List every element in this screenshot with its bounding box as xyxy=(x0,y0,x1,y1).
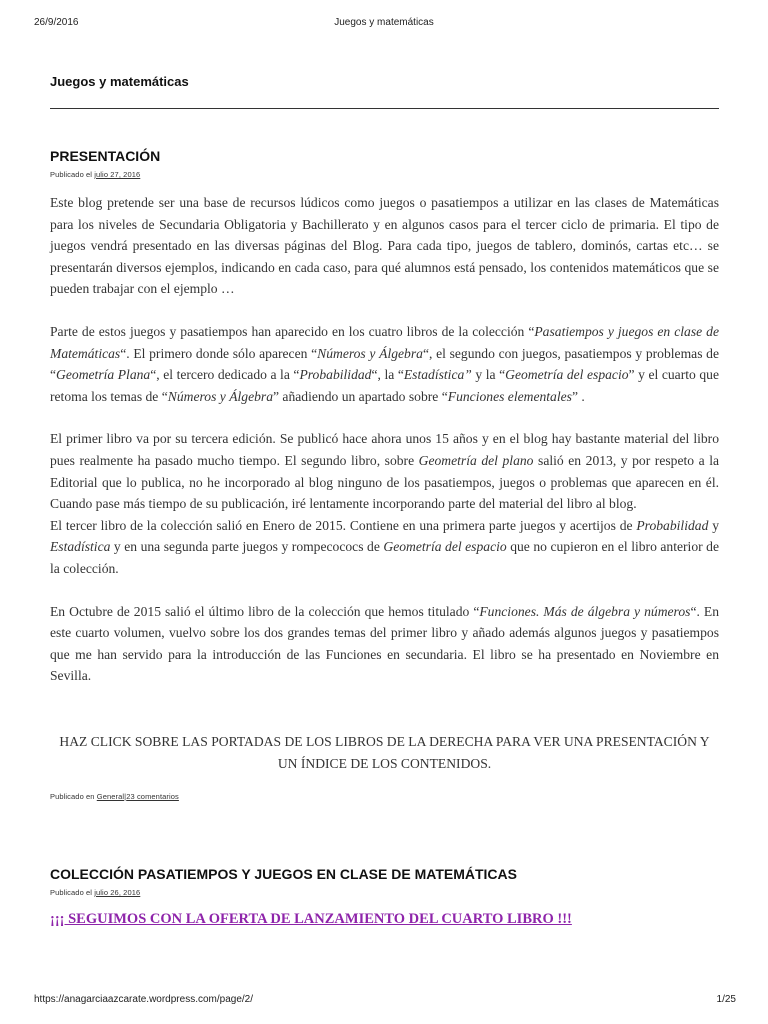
print-url: https://anagarciaazcarate.wordpress.com/page/2/ xyxy=(34,994,254,1005)
print-date: 26/9/2016 xyxy=(34,17,79,28)
book-title-em: Pasatiempos y juegos en clase de Matemáticas xyxy=(50,323,719,361)
text: que no cupieron en el libro anterior de la colección. xyxy=(50,539,719,576)
paragraph-4 xyxy=(50,515,719,580)
text: “, el tercero dedicado a la “ xyxy=(150,367,300,383)
book-title-em: Geometría Plana xyxy=(56,367,151,383)
text: En Octubre de 2015 salió el último libro de la colección que hemos titulado “ xyxy=(50,603,480,619)
print-title: Juegos y matemáticas xyxy=(334,17,434,28)
paragraph-2 xyxy=(50,321,719,407)
callout-text: HAZ CLICK SOBRE LAS PORTADAS DE LOS LIBROS DE LA DERECHA PARA VER UNA PRESENTACIÓN Y UN ÍNDICE DE LOS CONTENIDOS. xyxy=(59,734,710,771)
meta-prefix: Publicado el xyxy=(50,888,93,897)
post-date-link[interactable]: julio 27, 2016 xyxy=(94,170,141,179)
post-date-link[interactable]: julio 26, 2016 xyxy=(94,888,141,897)
text: ” añadiendo un apartado sobre “ xyxy=(273,388,448,404)
book-title-em: Funciones elementales xyxy=(447,388,572,404)
text: ” y el cuarto que retoma los temas de “ xyxy=(50,367,719,404)
text: El primer libro va por su tercera edición. Se publicó hace ahora unos 15 años y en el blog hay bastante material del libro pues realmente ha pasado mucho tiempo. El segundo libro, sobre xyxy=(50,431,719,468)
text: y xyxy=(708,517,719,533)
paragraph-1: Este blog pretende ser una base de recursos lúdicos como juegos o pasatiempos a utilizar en las clases de Matemáticas para los niveles de Secundaria Obligatoria y Bachillerato y en algunos casos para el tercer ciclo de primaria. El tipo de juegos vendrá presentado en las diversas páginas del Blog. Para cada tipo, juegos de tablero, dominós, cartas etc… se presentarán diversos ejemplos, indicando en cada caso, para qué alumnos está pensado, los contenidos matemáticos que se pueden trabajar con el ejemplo … xyxy=(50,195,719,297)
book-title-em: Funciones. Más de álgebra y números xyxy=(479,603,691,619)
category-link-general[interactable]: General xyxy=(96,792,125,801)
offer-link[interactable]: ¡¡¡ SEGUIMOS CON LA OFERTA DE LANZAMIENTO DEL CUARTO LIBRO !!! xyxy=(50,911,572,927)
text: salió en 2013, y por respeto a la Editorial que lo publica, no he incorporado al blog ninguno de los pasatiempos, juegos o problemas que aparecen en él. Cuando pase más tiempo de su publicación, iré lentamente incorporando parte del material del libro al blog. xyxy=(50,452,720,512)
paragraph-5 xyxy=(50,601,719,687)
book-title-em: Geometría del espacio xyxy=(383,539,507,555)
text: y la “ xyxy=(471,367,506,383)
post-title-presentacion[interactable]: PRESENTACIÓN xyxy=(50,148,161,164)
comments-link[interactable]: 23 comentarios xyxy=(126,792,179,801)
book-title-em: Geometría del espacio xyxy=(505,367,629,383)
text: “. En este cuarto volumen, vuelvo sobre los dos grandes temas del primer libro y añado además algunos juegos y pasatiempos que me han servido para la introducción de las Funciones en secundaria. El libro se ha presentado en Noviembre en Sevilla. xyxy=(50,603,719,684)
footer-prefix: Publicado en xyxy=(50,792,95,801)
text: y en una segunda parte juegos y rompecococs de xyxy=(110,539,384,555)
post-meta xyxy=(50,888,140,897)
post-title-coleccion[interactable]: COLECCIÓN PASATIEMPOS Y JUEGOS EN CLASE DE MATEMÁTICAS xyxy=(50,866,517,882)
header-divider xyxy=(50,108,719,109)
paragraph-3 xyxy=(50,428,719,514)
post-body xyxy=(50,192,719,708)
post-meta xyxy=(50,170,140,179)
text: El tercer libro de la colección salió en Enero de 2015. Contiene en una primera parte juegos y acertijos de xyxy=(50,517,637,533)
book-title-em: Estadística” xyxy=(403,367,472,383)
book-title-em: Números y Álgebra xyxy=(167,388,273,404)
text: ” . xyxy=(571,388,585,404)
book-title-em: Geometría del plano xyxy=(418,452,534,468)
print-page-number: 1/25 xyxy=(716,994,736,1005)
meta-prefix: Publicado el xyxy=(50,170,93,179)
text: Parte de estos juegos y pasatiempos han aparecido en los cuatro libros de la colección “ xyxy=(50,323,535,339)
book-title-em: Probabilidad xyxy=(299,367,372,383)
book-title-em: Estadística xyxy=(50,539,111,555)
site-title[interactable]: Juegos y matemáticas xyxy=(50,74,189,89)
text: “, el segundo con juegos, pasatiempos y problemas de “ xyxy=(50,345,720,383)
book-title-em: Probabilidad xyxy=(636,517,709,533)
text: “, la “ xyxy=(371,367,404,383)
meta-separator: | xyxy=(124,792,127,801)
book-title-em: Números y Álgebra xyxy=(317,345,423,361)
text: “. El primero donde sólo aparecen “ xyxy=(120,345,318,361)
post-footer-meta xyxy=(50,792,179,801)
